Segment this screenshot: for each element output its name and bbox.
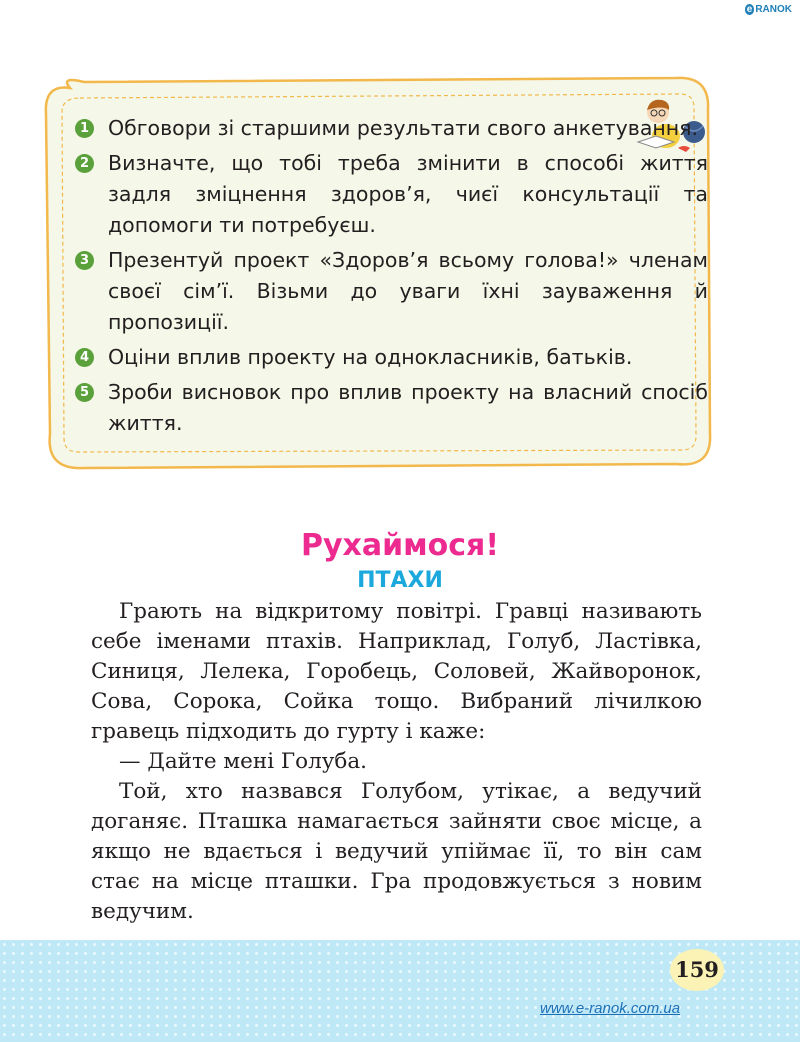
task-item xyxy=(72,342,708,373)
number-badge-4: 4 xyxy=(75,348,94,367)
task-item xyxy=(72,245,708,338)
game-description xyxy=(91,597,702,927)
task-item xyxy=(72,113,708,144)
publisher-logo: e RANOK xyxy=(746,4,792,15)
task-list xyxy=(72,113,708,443)
section-title: Рухаймося! xyxy=(300,528,500,563)
task-text: Обговори зі старшими результати свого анкетування. xyxy=(108,116,699,140)
number-badge-1: 1 xyxy=(75,119,94,138)
task-text: Зроби висновок про вплив проекту на власний спосіб життя. xyxy=(108,380,708,435)
game-paragraph: Той, хто назвався Голубом, утікає, а ведучий доганяє. Пташка намагається зайняти своє місце, а якщо не вдається і ведучий упіймає її, то він сам стає на місце пташки. Гра продовжується з новим ведучим. xyxy=(91,779,702,924)
task-item xyxy=(72,377,708,439)
publisher-website-link[interactable]: www.e-ranok.com.ua xyxy=(540,1000,681,1017)
number-badge-3: 3 xyxy=(75,251,94,270)
task-text: Визначте, що тобі треба змінити в способі життя задля зміцнення здоров’я, чиєї консультації та допомоги ти потребуєш. xyxy=(108,151,708,237)
task-text: Презентуй проект «Здоров’я всьому голова!» членам своєї сім’ї. Візьми до уваги їхні зауваження й пропозиції. xyxy=(108,248,708,334)
number-badge-5: 5 xyxy=(75,383,94,402)
page-number: 159 xyxy=(670,949,724,991)
game-title: ПТАХИ xyxy=(357,568,443,593)
game-paragraph: Грають на відкритому повітрі. Гравці називають себе іменами птахів. Наприклад, Голуб, Ластівка, Синиця, Лелека, Горобець, Соловей, Жайворонок, Сова, Сорока, Сойка тощо. Вибраний лічилкою гравець підходить до гурту і каже: xyxy=(91,599,702,744)
task-item xyxy=(72,148,708,241)
number-badge-2: 2 xyxy=(75,154,94,173)
game-dialogue: — Дайте мені Голуба. xyxy=(119,749,367,774)
task-text: Оціни вплив проекту на однокласників, батьків. xyxy=(108,345,633,369)
